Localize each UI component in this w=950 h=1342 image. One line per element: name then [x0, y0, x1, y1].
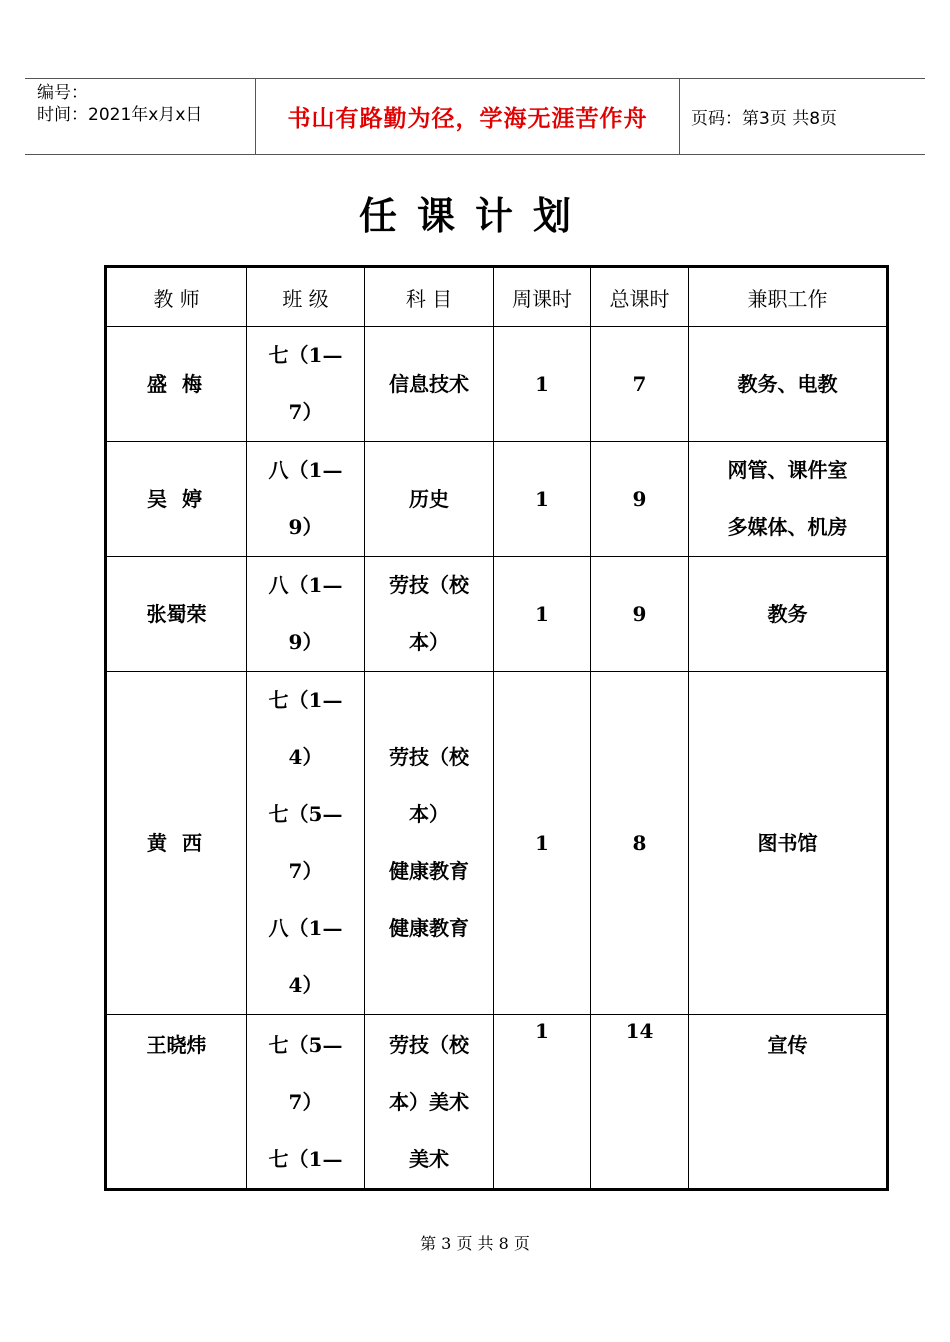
weekly-hours: 1 — [494, 672, 591, 1015]
total-hours: 14 — [591, 1015, 689, 1190]
weekly-hours: 1 — [494, 327, 591, 442]
duties-cell — [689, 327, 888, 442]
table-row — [106, 557, 888, 672]
subject-line: 美术 — [409, 1147, 449, 1171]
subject-line: 本） — [409, 802, 449, 826]
page-footer: 第 3 页 共 8 页 — [420, 1234, 530, 1253]
subject-line: 劳技（校 — [389, 573, 469, 597]
class-line: 八（1— — [268, 916, 343, 940]
subject-cell — [365, 327, 494, 442]
teacher-name: 盛 梅 — [106, 327, 247, 442]
weekly-hours: 1 — [494, 1015, 591, 1190]
duties-cell — [689, 672, 888, 1015]
subject-line: 本） — [409, 630, 449, 654]
total-hours: 8 — [591, 672, 689, 1015]
class-cell — [247, 557, 365, 672]
weekly-hours: 1 — [494, 557, 591, 672]
table-row — [106, 442, 888, 557]
class-cell — [247, 1015, 365, 1190]
class-line: 七（1— — [268, 343, 343, 367]
class-line: 八（1— — [268, 573, 343, 597]
page-title: 任课计划 — [358, 193, 591, 238]
total-hours: 9 — [591, 557, 689, 672]
document-number-label: 编号： — [37, 83, 88, 103]
header-page-info: 页码：第3页 共8页 — [691, 109, 838, 129]
class-line: 7） — [288, 400, 323, 424]
class-line: 7） — [288, 859, 323, 883]
subject-line: 历史 — [409, 486, 449, 511]
subject-cell — [365, 672, 494, 1015]
teacher-name: 黄 西 — [106, 672, 247, 1015]
subject-cell — [365, 1015, 494, 1190]
weekly-hours: 1 — [494, 442, 591, 557]
page-header — [25, 78, 925, 155]
subject-line: 劳技（校 — [389, 745, 469, 769]
teacher-name: 张蜀荣 — [106, 557, 247, 672]
duties-cell — [689, 442, 888, 557]
duty-line: 教务 — [767, 601, 808, 626]
document-time-label: 时间：2021年x月x日 — [37, 105, 203, 125]
header-total-hours: 总课时 — [591, 267, 689, 327]
table-row — [106, 672, 888, 1015]
teacher-name: 吴 婷 — [106, 442, 247, 557]
total-hours: 9 — [591, 442, 689, 557]
class-line: 七（1— — [268, 688, 343, 712]
duty-line: 宣传 — [767, 1033, 808, 1057]
class-line: 9） — [288, 515, 323, 539]
header-duties: 兼职工作 — [689, 267, 888, 327]
header-slogan: 书山有路勤为径，学海无涯苦作舟 — [255, 79, 680, 154]
class-line: 七（1— — [268, 1147, 343, 1171]
duties-cell — [689, 557, 888, 672]
header-subject: 科 目 — [365, 267, 494, 327]
table-header-row — [106, 267, 888, 327]
class-line: 4） — [288, 973, 323, 997]
duty-line: 网管、课件室 — [727, 458, 848, 482]
subject-cell — [365, 442, 494, 557]
class-line: 9） — [288, 630, 323, 654]
course-plan-table — [104, 265, 889, 1191]
subject-line: 健康教育 — [389, 859, 469, 883]
subject-line: 健康教育 — [389, 916, 469, 940]
subject-line: 本）美术 — [389, 1090, 469, 1114]
class-cell — [247, 442, 365, 557]
class-line: 4） — [288, 745, 323, 769]
class-cell — [247, 327, 365, 442]
duty-line: 教务、电教 — [737, 371, 838, 396]
duty-line: 多媒体、机房 — [727, 515, 848, 539]
header-weekly-hours: 周课时 — [494, 267, 591, 327]
class-line: 七（5— — [268, 1033, 343, 1057]
header-class: 班 级 — [247, 267, 365, 327]
total-hours: 7 — [591, 327, 689, 442]
duties-cell — [689, 1015, 888, 1190]
table-row — [106, 327, 888, 442]
duty-line: 图书馆 — [757, 830, 818, 855]
class-line: 七（5— — [268, 802, 343, 826]
class-cell — [247, 672, 365, 1015]
header-meta — [25, 79, 255, 154]
class-line: 7） — [288, 1090, 323, 1114]
table-row — [106, 1015, 888, 1190]
class-line: 八（1— — [268, 458, 343, 482]
header-teacher: 教 师 — [106, 267, 247, 327]
subject-cell — [365, 557, 494, 672]
teacher-name: 王晓炜 — [106, 1015, 247, 1190]
subject-line: 劳技（校 — [389, 1033, 469, 1057]
subject-line: 信息技术 — [389, 371, 469, 396]
